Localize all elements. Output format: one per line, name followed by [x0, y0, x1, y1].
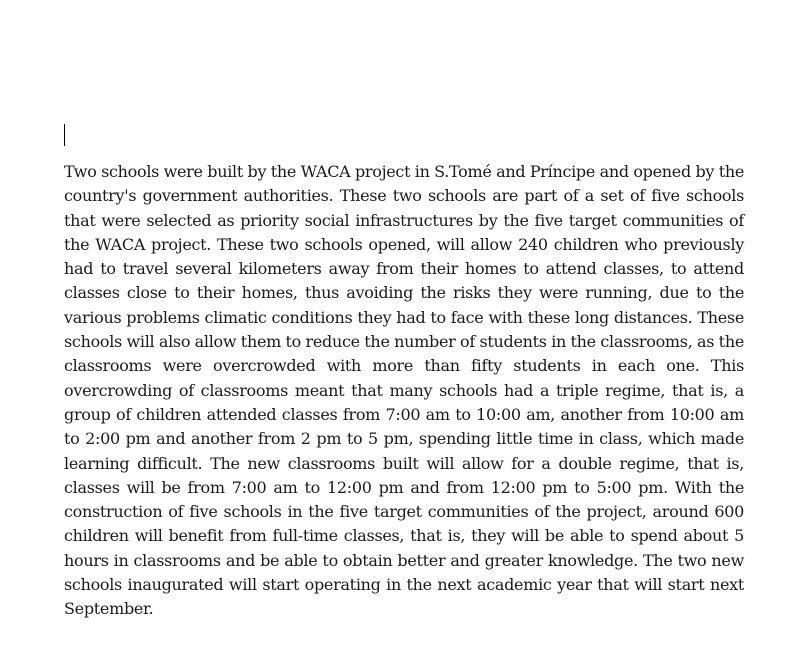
text-cursor	[64, 124, 65, 146]
body-paragraph[interactable]: Two schools were built by the WACA project in S.Tomé and Príncipe and opened by the country's government authorities. These two schools are part of a set of five schools that were selected as priority social infrastructures by the five target communities of the WACA project. These two schools opened, will allow 240 children who previously had to travel several kilometers away from their homes to attend classes, to attend classes close to their homes, thus avoiding the risks they were running, due to the various problems climatic conditions they had to face with these long distances. These schools will also allow them to reduce the number of students in the classrooms, as the classrooms were overcrowded with more than fifty students in each one. This overcrowding of classrooms meant that many schools had a triple regime, that is, a group of children attended classes from 7:00 am to 10:00 am, another from 10:00 am to 2:00 pm and another from 2 pm to 5 pm, spending little time in class, which made learning difficult. The new classrooms built will allow for a double regime, that is, classes will be from 7:00 am to 12:00 pm and from 12:00 pm to 5:00 pm. With the construction of five schools in the five target communities of the project, around 600 children will benefit from full-time classes, that is, they will be able to spend about 5 hours in classrooms and be able to obtain better and greater knowledge. The two new schools inaugurated will start operating in the next academic year that will start next September.	[64, 162, 744, 619]
